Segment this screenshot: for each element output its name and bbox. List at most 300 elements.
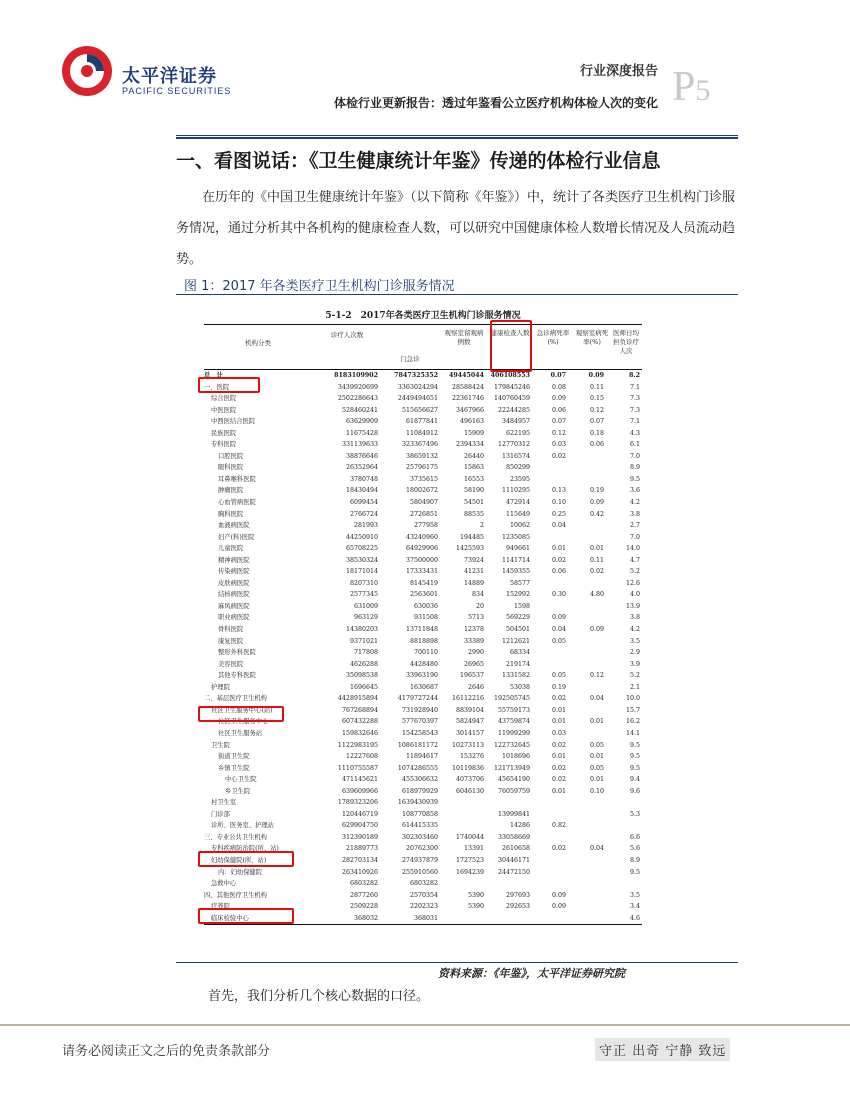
cell-obs: 3014157 <box>455 729 484 737</box>
cell-v: 528460241 <box>341 406 378 414</box>
cell-o: 3363024294 <box>397 383 438 391</box>
row-label: 胸科医院 <box>218 510 244 518</box>
cell-obs: 1740044 <box>455 833 484 841</box>
cell-er: 0.03 <box>551 441 566 449</box>
table-row <box>204 740 642 752</box>
figure-title: 图 1：2017 年各类医疗卫生机构门诊服务情况 <box>184 279 455 294</box>
cell-v: 159832646 <box>341 729 378 737</box>
cell-v: 3439920699 <box>337 383 378 391</box>
cell-v: 631009 <box>353 602 378 610</box>
cell-er: 0.01 <box>551 706 566 714</box>
highlight-hospital-row <box>198 377 260 393</box>
header-outpatient: 门急诊 <box>400 355 420 363</box>
table-row <box>204 751 642 763</box>
cell-d: 7.0 <box>629 533 640 541</box>
cell-d: 3.5 <box>629 891 640 899</box>
cell-o: 368031 <box>413 914 438 922</box>
cell-obs: 33389 <box>463 637 484 645</box>
logo-english-name: PACIFIC SECURITIES <box>122 86 232 96</box>
cell-v: 12227608 <box>345 753 378 761</box>
cell-hc: 2610658 <box>501 845 530 853</box>
cell-d: 9.5 <box>629 741 640 749</box>
cell-d: 7.1 <box>629 418 640 426</box>
row-label: 传染病医院 <box>218 568 250 576</box>
cell-od: 0.12 <box>589 406 604 414</box>
cell-od: 0.04 <box>589 845 604 853</box>
cell-d: 9.4 <box>629 776 640 784</box>
table-row <box>204 428 642 440</box>
cell-hc: 1331582 <box>501 672 530 680</box>
cell-obs: 2 <box>479 522 484 530</box>
cell-o: 274937879 <box>401 856 438 864</box>
cell-obs: 26440 <box>463 452 484 460</box>
cell-obs: 2990 <box>467 649 484 657</box>
cell-er: 0.05 <box>551 637 566 645</box>
outpatient-table <box>204 324 642 925</box>
cell-o: 64929906 <box>405 545 438 553</box>
pacific-securities-logo-icon <box>60 44 114 98</box>
header-observation: 观察室留观病例数 <box>444 329 484 346</box>
cell-obs: 5824947 <box>455 718 484 726</box>
cell-hc: 140760459 <box>493 395 530 403</box>
cell-d: 14.1 <box>625 729 640 737</box>
cell-o: 11084912 <box>405 429 438 437</box>
cell-hc: 12770312 <box>497 441 530 449</box>
cell-er: 0.06 <box>551 406 566 414</box>
cell-hc: 949661 <box>505 545 530 553</box>
cell-obs: 8839104 <box>455 706 484 714</box>
cell-v: 767268894 <box>341 706 378 714</box>
cell-er: 0.04 <box>551 522 566 530</box>
table-row <box>204 382 642 394</box>
cell-hc: 122732645 <box>493 741 530 749</box>
cell-o: 20762300 <box>405 845 438 853</box>
cell-obs: 54501 <box>463 499 484 507</box>
cell-v: 4428915894 <box>337 695 378 703</box>
intro-paragraph-text: 在历年的《中国卫生健康统计年鉴》（以下简称《年鉴》）中，统计了各类医疗卫生机构门诊服务情况，通过分析其中各机构的健康检查人数，可以研究中国健康体检人数增长情况及人员流动趋势。 <box>176 190 736 267</box>
cell-er: 0.03 <box>551 729 566 737</box>
report-type-label: 行业深度报告 <box>579 64 658 79</box>
cell-hc: 850299 <box>505 464 530 472</box>
cell-d: 4.0 <box>629 591 640 599</box>
cell-d: 4.2 <box>629 626 640 634</box>
cell-o: 13711848 <box>405 626 438 634</box>
table-row <box>204 416 642 428</box>
cell-obs: 5390 <box>467 903 484 911</box>
table-row <box>204 566 642 578</box>
cell-d: 9.5 <box>629 764 640 772</box>
cell-o: 2202323 <box>409 903 438 911</box>
cell-obs: 496163 <box>459 418 484 426</box>
table-row <box>204 659 642 671</box>
cell-er: 0.02 <box>551 845 566 853</box>
cell-o: 4179727244 <box>397 695 438 703</box>
cell-d: 4.3 <box>629 429 640 437</box>
row-label: 血液病医院 <box>218 522 250 530</box>
cell-o: 455306632 <box>401 776 438 784</box>
cell-d: 3.4 <box>629 903 640 911</box>
intro-paragraph <box>176 182 742 275</box>
cell-o: 1630687 <box>409 683 438 691</box>
cell-v: 6803282 <box>349 880 378 888</box>
cell-er: 0.01 <box>551 545 566 553</box>
cell-v: 21889773 <box>345 845 378 853</box>
cell-od: 0.04 <box>589 695 604 703</box>
source-note: 资料来源：《年鉴》，太平洋证券研究院 <box>438 967 625 980</box>
cell-er: 0.09 <box>551 891 566 899</box>
cell-hc: 152992 <box>505 591 530 599</box>
cell-obs: 28588424 <box>451 383 484 391</box>
cell-hc: 219174 <box>505 660 530 668</box>
table-body <box>204 370 642 924</box>
cell-o: 614415335 <box>401 822 438 830</box>
row-label: 一、医院 <box>204 383 230 391</box>
table-row <box>204 393 642 405</box>
row-label: 街道卫生院 <box>218 753 250 761</box>
logo-chinese-name: 太平洋证券 <box>122 66 217 87</box>
cell-hc: 1459355 <box>501 568 530 576</box>
cell-hc: 53038 <box>509 683 530 691</box>
cell-v: 282703134 <box>341 856 378 864</box>
cell-obs: 3467966 <box>455 406 484 414</box>
cell-v: 120446719 <box>341 810 378 818</box>
row-label: 皮肤病医院 <box>218 579 250 587</box>
cell-hc: 24472150 <box>497 868 530 876</box>
figure-title-divider <box>176 294 738 295</box>
row-label: 麻风病医院 <box>218 602 250 610</box>
cell-hc: 622195 <box>505 429 530 437</box>
cell-hc: 13999841 <box>497 810 530 818</box>
header-er-death: 急诊病死率(%) <box>536 329 570 346</box>
row-label: 妇幼保健院(所、站) <box>211 856 267 864</box>
row-label: 骨科医院 <box>218 626 244 634</box>
cell-od: 0.12 <box>589 672 604 680</box>
cell-od: 0.15 <box>589 395 604 403</box>
row-label: 耳鼻喉科医院 <box>218 475 256 483</box>
cell-er: 0.09 <box>551 903 566 911</box>
table-row <box>204 532 642 544</box>
page-number <box>672 66 710 108</box>
cell-o: 2570354 <box>409 891 438 899</box>
table-row <box>204 670 642 682</box>
cell-v: 38876646 <box>345 452 378 460</box>
cell-d: 7.3 <box>629 395 640 403</box>
cell-v: 2577345 <box>349 591 378 599</box>
cell-o: 255910560 <box>401 868 438 876</box>
cell-v: 3780748 <box>349 475 378 483</box>
cell-hc: 472914 <box>505 499 530 507</box>
row-label: 口腔医院 <box>218 452 244 460</box>
cell-v: 18171014 <box>345 568 378 576</box>
table-row <box>204 728 642 740</box>
page-letter: P <box>672 64 696 110</box>
header-daily: 医师日均担负诊疗人次 <box>613 329 639 355</box>
followup-paragraph: 首先，我们分析几个核心数据的口径。 <box>208 989 430 1004</box>
cell-od: 0.19 <box>589 487 604 495</box>
source-divider <box>176 962 738 963</box>
cell-hc: 179845246 <box>493 383 530 391</box>
cell-o: 277958 <box>413 522 438 530</box>
cell-o: 323367496 <box>401 441 438 449</box>
table-row <box>204 682 642 694</box>
cell-obs: 2646 <box>467 683 484 691</box>
table-row <box>204 636 642 648</box>
table-caption: 5-1-2 2017年各类医疗卫生机构门诊服务情况 <box>325 311 521 321</box>
row-label: 中心卫生院 <box>225 776 257 784</box>
cell-er: 0.02 <box>551 556 566 564</box>
cell-v: 1110755587 <box>337 764 378 772</box>
cell-o: 17333431 <box>405 568 438 576</box>
row-label: 妇产(科)医院 <box>218 533 255 541</box>
row-label: 结核病医院 <box>218 591 250 599</box>
cell-hc: 115649 <box>505 510 530 518</box>
cell-hc: 11999299 <box>497 729 530 737</box>
cell-od: 0.05 <box>589 764 604 772</box>
row-label: 心血管病医院 <box>218 499 256 507</box>
table-row <box>204 647 642 659</box>
cell-d: 13.9 <box>625 602 640 610</box>
cell-v: 2766724 <box>349 510 378 518</box>
section-heading: 一、看图说话：《卫生健康统计年鉴》传递的体检行业信息 <box>176 150 661 172</box>
cell-er: 0.19 <box>551 683 566 691</box>
cell-v: 629904750 <box>341 822 378 830</box>
cell-obs: 834 <box>471 591 484 599</box>
header-visits: 诊疗人次数 <box>330 331 364 339</box>
cell-o: 731928940 <box>401 706 438 714</box>
cell-od: 0.02 <box>589 568 604 576</box>
footer-divider <box>0 1024 850 1026</box>
cell-v: 11675428 <box>345 429 378 437</box>
cell-hc: 76059759 <box>497 787 530 795</box>
table-row <box>204 786 642 798</box>
table-row <box>204 624 642 636</box>
cell-hc: 121713949 <box>493 764 530 772</box>
cell-obs: 20 <box>475 602 484 610</box>
cell-d: 7.3 <box>629 406 640 414</box>
table-row <box>204 832 642 844</box>
table-row <box>204 578 642 590</box>
cell-v: 312390189 <box>341 833 378 841</box>
cell-o: 1086181172 <box>397 741 438 749</box>
cell-hc: 58577 <box>509 579 530 587</box>
row-label: 社区卫生服务中心 <box>218 718 269 726</box>
cell-hc: 3484957 <box>501 418 530 426</box>
cell-obs: 5390 <box>467 891 484 899</box>
row-label: 专科疾病防治院(所、站) <box>211 845 279 853</box>
cell-obs: 26965 <box>463 660 484 668</box>
row-label: 美容医院 <box>218 660 244 668</box>
row-label: 肿瘤医院 <box>218 487 244 495</box>
row-label: 儿童医院 <box>218 545 244 553</box>
cell-obs: 1425593 <box>455 545 484 553</box>
cell-hc: 504501 <box>505 626 530 634</box>
cell-od: 4.80 <box>589 591 604 599</box>
cell-od: 0.01 <box>589 776 604 784</box>
cell-v: 1789323206 <box>337 799 378 807</box>
cell-v: 8207310 <box>349 579 378 587</box>
cell-o: 577670397 <box>401 718 438 726</box>
cell-d: 9.5 <box>629 868 640 876</box>
cell-hc: 292653 <box>505 903 530 911</box>
cell-hc: 33058669 <box>497 833 530 841</box>
cell-od: 0.07 <box>589 418 604 426</box>
row-label: 诊所、医务室、护理站 <box>211 822 274 830</box>
cell-d: 5.3 <box>629 810 640 818</box>
cell-obs: 10119836 <box>451 764 484 772</box>
table-row <box>204 520 642 532</box>
header-health-check: 健康检查人数 <box>490 329 530 337</box>
cell-hc: 14286 <box>509 822 530 830</box>
cell-v: 6099454 <box>349 499 378 507</box>
row-label: 社区卫生服务站 <box>218 729 263 737</box>
cell-obs: 1727523 <box>455 856 484 864</box>
cell-hc: 1141714 <box>501 556 530 564</box>
cell-hc: 1598 <box>513 602 530 610</box>
cell-d: 6.6 <box>629 833 640 841</box>
cell-obs: 5713 <box>467 614 484 622</box>
table-row <box>204 890 642 902</box>
row-label: 综合医院 <box>211 395 237 403</box>
row-label: 乡镇卫生院 <box>218 764 250 772</box>
cell-d: 9.6 <box>629 787 640 795</box>
cell-od: 0.42 <box>589 510 604 518</box>
row-label: 康复医院 <box>218 637 244 645</box>
cell-obs: 10273113 <box>451 741 484 749</box>
cell-er: 0.01 <box>551 787 566 795</box>
table-row <box>204 820 642 832</box>
row-label: 专科医院 <box>211 441 237 449</box>
row-label: 二、基层医疗卫生机构 <box>204 695 267 703</box>
row-label: 内：妇幼保健院 <box>218 868 263 876</box>
cell-v: 963129 <box>353 614 378 622</box>
cell-hc: 1235085 <box>501 533 530 541</box>
header-divider <box>176 135 738 136</box>
highlight-health-check-header <box>490 320 532 372</box>
footer-disclaimer: 请务必阅读正文之后的免责条款部分 <box>62 1044 271 1059</box>
cell-v: 1122983195 <box>337 741 378 749</box>
row-label: 精神病医院 <box>218 556 250 564</box>
cell-er: 0.30 <box>551 591 566 599</box>
cell-o: 2563601 <box>409 591 438 599</box>
cell-o: 2449494651 <box>397 395 438 403</box>
cell-d: 3.8 <box>629 510 640 518</box>
cell-v: 44250910 <box>345 533 378 541</box>
cell-er: 0.01 <box>551 753 566 761</box>
table-row <box>204 405 642 417</box>
cell-o: 700110 <box>413 649 438 657</box>
table-row <box>204 474 642 486</box>
cell-v: 65708225 <box>345 545 378 553</box>
table-figure <box>204 308 642 944</box>
highlight-primary-care-row <box>198 706 284 722</box>
cell-obs: 49445044 <box>448 372 484 379</box>
cell-o: 1074286555 <box>397 764 438 772</box>
row-label: 四、其他医疗卫生机构 <box>204 891 267 899</box>
table-row <box>204 612 642 624</box>
row-label: 疗养院 <box>211 903 230 911</box>
table-row <box>204 693 642 705</box>
cell-d: 4.6 <box>629 914 640 922</box>
cell-er: 0.08 <box>551 383 566 391</box>
cell-er: 0.04 <box>551 626 566 634</box>
cell-od: 0.09 <box>589 626 604 634</box>
cell-o: 7847325352 <box>394 372 438 379</box>
cell-d: 8.9 <box>629 856 640 864</box>
cell-o: 61877841 <box>405 418 438 426</box>
cell-hc: 55759173 <box>497 706 530 714</box>
row-label: 职业病医院 <box>218 614 250 622</box>
cell-o: 5804907 <box>409 499 438 507</box>
table-row <box>204 485 642 497</box>
cell-od: 0.11 <box>589 556 604 564</box>
cell-d: 3.8 <box>629 614 640 622</box>
cell-od: 0.11 <box>589 383 604 391</box>
cell-hc: 43759874 <box>497 718 530 726</box>
row-label: 村卫生室 <box>211 799 237 807</box>
cell-d: 8.2 <box>629 372 640 379</box>
table-row <box>204 451 642 463</box>
footer-motto: 守正 出奇 宁静 致远 <box>595 1038 730 1061</box>
cell-od: 0.01 <box>589 545 604 553</box>
cell-od: 0.10 <box>589 787 604 795</box>
cell-hc: 297693 <box>505 891 530 899</box>
cell-v: 281993 <box>353 522 378 530</box>
cell-od: 0.05 <box>589 741 604 749</box>
cell-hc: 1316574 <box>501 452 530 460</box>
cell-hc: 30446171 <box>497 856 530 864</box>
cell-obs: 194485 <box>459 533 484 541</box>
cell-o: 630036 <box>413 602 438 610</box>
cell-v: 2502286643 <box>337 395 378 403</box>
cell-er: 0.02 <box>551 741 566 749</box>
cell-hc: 1110295 <box>501 487 530 495</box>
cell-obs: 22361746 <box>451 395 484 403</box>
cell-d: 5.2 <box>629 568 640 576</box>
cell-d: 10.0 <box>625 695 640 703</box>
cell-d: 14.0 <box>625 545 640 553</box>
cell-obs: 58190 <box>463 487 484 495</box>
cell-obs: 153276 <box>459 753 484 761</box>
table-row <box>204 809 642 821</box>
cell-v: 1696645 <box>349 683 378 691</box>
cell-d: 5.6 <box>629 845 640 853</box>
cell-hc: 22244285 <box>497 406 530 414</box>
cell-hc: 569229 <box>505 614 530 622</box>
row-label: 社区卫生服务中心(站) <box>211 706 273 714</box>
table-row <box>204 867 642 879</box>
cell-obs: 14889 <box>463 579 484 587</box>
cell-v: 717808 <box>353 649 378 657</box>
cell-d: 2.9 <box>629 649 640 657</box>
table-row <box>204 439 642 451</box>
cell-d: 15.7 <box>625 706 640 714</box>
cell-hc: 45654190 <box>497 776 530 784</box>
cell-er: 0.07 <box>550 372 566 379</box>
cell-obs: 13391 <box>463 845 484 853</box>
table-row <box>204 601 642 613</box>
cell-d: 16.2 <box>625 718 640 726</box>
cell-od: 0.18 <box>589 429 604 437</box>
cell-od: 0.01 <box>589 718 604 726</box>
cell-v: 38530324 <box>345 556 378 564</box>
cell-o: 33963190 <box>405 672 438 680</box>
header-divider-thick <box>176 137 738 139</box>
cell-d: 3.6 <box>629 487 640 495</box>
cell-er: 0.12 <box>551 429 566 437</box>
cell-o: 302303460 <box>401 833 438 841</box>
cell-o: 38659132 <box>405 452 438 460</box>
cell-er: 0.02 <box>551 452 566 460</box>
